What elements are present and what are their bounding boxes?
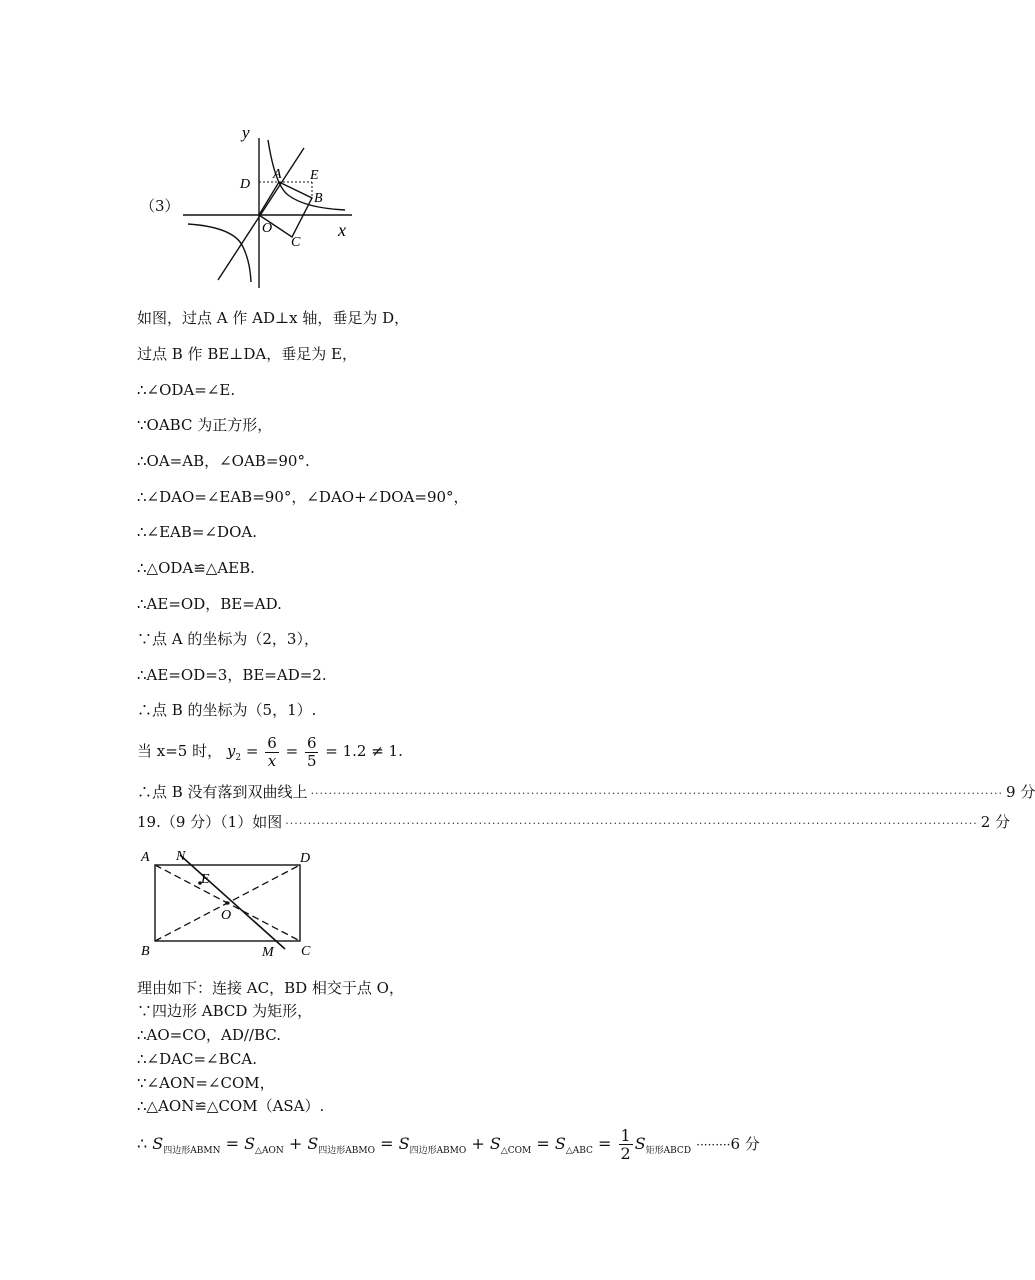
label-B: B [314, 191, 323, 206]
text-line: ∴∠DAC=∠BCA. [137, 1050, 257, 1068]
formula-eq: = [225, 1134, 239, 1153]
point-O [225, 901, 229, 905]
formula-prefix: 当 x=5 时， [137, 742, 223, 760]
formula-therefore: ∴ [137, 1134, 148, 1153]
area-symbol: S [554, 1134, 566, 1153]
part3-label: （3） [140, 197, 180, 215]
area-symbol: S [244, 1134, 256, 1153]
formula-eq: = [245, 742, 259, 760]
formula-line [137, 732, 403, 772]
score-row-9 [137, 782, 1035, 804]
fraction-numerator: 6 [267, 733, 277, 752]
formula-y-sub: 2 [235, 753, 242, 763]
text-line: 过点 B 作 BE⊥DA，垂足为 E， [137, 345, 357, 363]
label-M: M [262, 945, 274, 960]
area-formula [137, 1124, 760, 1168]
label-O: O [221, 908, 232, 923]
label-A: A [273, 167, 282, 182]
label-O: O [262, 221, 273, 236]
formula-plus: + [288, 1134, 303, 1153]
score-row-2 [137, 812, 1011, 834]
score-row-text: 19.（9 分）（1）如图 [137, 813, 283, 831]
text-line: ∵点 A 的坐标为（2，3）， [137, 630, 319, 648]
area-subscript: △COM [500, 1146, 532, 1156]
formula-eq: = [598, 1134, 612, 1153]
text-line: ∵OABC 为正方形， [137, 416, 273, 434]
fraction-6-over-x [265, 735, 279, 770]
area-symbol: S [489, 1134, 501, 1153]
text-line: ∴点 B 的坐标为（5，1）. [137, 701, 317, 719]
formula-eq: = [380, 1134, 394, 1153]
score-label: 6 分 [730, 1135, 760, 1153]
line-OA-extended [218, 148, 304, 280]
text-line: ∴AE=OD，BE=AD. [137, 595, 282, 613]
text-line: ∴∠DAO=∠EAB=90°，∠DAO+∠DOA=90°， [137, 488, 469, 506]
label-D: D [300, 851, 311, 866]
formula-eq: = [285, 742, 299, 760]
label-A: A [141, 850, 150, 865]
text-line: ∵∠AON=∠COM， [137, 1074, 275, 1092]
area-subscript: 四边形ABMO [409, 1146, 467, 1156]
label-E: E [201, 872, 210, 887]
fraction-denominator: 5 [306, 751, 317, 770]
fraction-one-half [619, 1127, 633, 1162]
label-D: D [240, 177, 251, 192]
label-y: y [242, 123, 250, 142]
figure-hyperbola-square [180, 120, 370, 295]
text-line: ∵四边形 ABCD 为矩形， [137, 1002, 313, 1020]
dot-leader: ·························································································································································· [310, 787, 1004, 800]
formula-eq: = [536, 1134, 550, 1153]
label-B: B [141, 944, 150, 959]
label-C: C [301, 944, 311, 959]
text-line: ∴∠EAB=∠DOA. [137, 523, 257, 541]
dot-leader: ········· [696, 1138, 731, 1152]
text-line: ∴△AON≌△COM（ASA）. [137, 1097, 325, 1115]
fraction-6-over-5 [305, 735, 319, 770]
score-label: 2 分 [980, 813, 1011, 831]
area-symbol: S [398, 1134, 410, 1153]
formula-plus: + [471, 1134, 485, 1153]
score-label: 9 分 [1006, 783, 1035, 801]
text-line: ∴AE=OD=3，BE=AD=2. [137, 666, 327, 684]
fraction-numerator: 1 [620, 1126, 631, 1145]
area-subscript: △AON [255, 1146, 284, 1156]
area-subscript: △ABC [565, 1146, 593, 1156]
area-symbol: S [152, 1134, 164, 1153]
area-subscript: 四边形ABMO [318, 1146, 375, 1156]
label-C: C [291, 235, 301, 250]
area-symbol: S [307, 1134, 319, 1153]
label-x: x [338, 220, 346, 240]
fraction-denominator: x [267, 751, 277, 770]
score-row-text: ∴点 B 没有落到双曲线上 [137, 783, 308, 801]
area-subscript: 矩形ABCD [645, 1146, 692, 1156]
text-line: ∴AO=CO，AD//BC. [137, 1026, 281, 1044]
label-E: E [310, 168, 319, 183]
text-line: ∴∠ODA=∠E. [137, 381, 236, 399]
figure-rectangle-abcd [135, 843, 325, 968]
text-line: 理由如下：连接 AC，BD 相交于点 O， [137, 979, 404, 997]
area-symbol: S [634, 1134, 646, 1153]
line-NM [180, 855, 285, 949]
fraction-numerator: 6 [306, 733, 317, 752]
hyperbola-branch-2 [188, 224, 251, 282]
dot-leader: ·························································································································································· [285, 817, 978, 830]
label-N: N [176, 849, 186, 864]
area-subscript: 四边形ABMN [163, 1146, 221, 1156]
text-line: ∴△ODA≌△AEB. [137, 559, 255, 577]
text-line: 如图，过点 A 作 AD⊥x 轴，垂足为 D， [137, 309, 410, 327]
formula-result: = 1.2 ≠ 1. [325, 742, 403, 760]
fraction-denominator: 2 [620, 1144, 631, 1163]
formula-y: y [226, 742, 236, 760]
text-line: ∴OA=AB，∠OAB=90°. [137, 452, 310, 470]
